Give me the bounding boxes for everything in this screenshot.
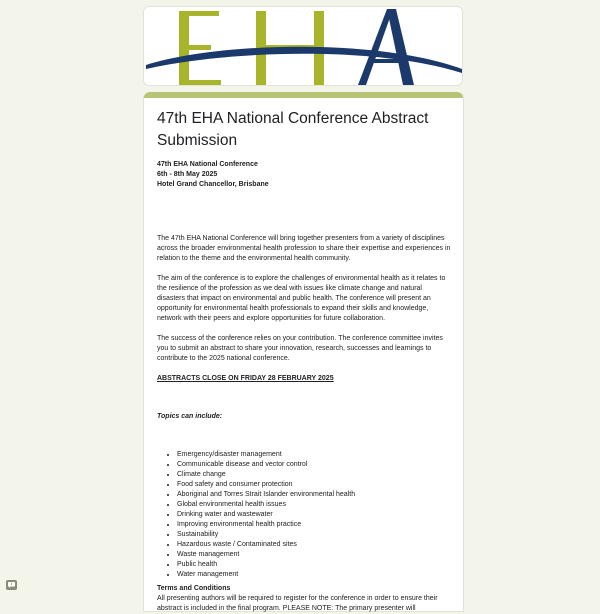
header-banner [143, 6, 463, 86]
form-title: 47th EHA National Conference Abstract Submission [157, 110, 429, 149]
list-item: • Aboriginal and Torres Strait Islander environmental health [177, 490, 451, 500]
topics-list [157, 450, 451, 580]
list-item: • Sustainability [177, 530, 451, 540]
list-item: • Improving environmental health practice [177, 520, 451, 530]
feedback-button[interactable] [6, 580, 17, 590]
feedback-icon [8, 582, 15, 588]
abstracts-close-note: ABSTRACTS CLOSE ON FRIDAY 28 FEBRUARY 2025 [157, 375, 334, 382]
list-item: • Emergency/disaster management [177, 450, 451, 460]
intro-paragraph: The 47th EHA National Conference will bring together presenters from a variety of disciplines across the broader environmental health profession to share their expertise and experiences in relation to the theme and the environmental health community. [157, 235, 451, 262]
list-item: • Public health [177, 560, 451, 570]
list-item: • Global environmental health issues [177, 500, 451, 510]
topics-label: Topics can include: [157, 413, 223, 420]
terms-heading: Terms and Conditions [157, 585, 231, 592]
event-dates: 6th - 8th May 2025 [157, 171, 218, 178]
event-name: 47th EHA National Conference [157, 161, 258, 168]
list-item: • Food safety and consumer protection [177, 480, 451, 490]
list-item: • Climate change [177, 470, 451, 480]
list-item: • Communicable disease and vector control [177, 460, 451, 470]
eha-logo [144, 7, 464, 87]
event-venue: Hotel Grand Chancellor, Brisbane [157, 181, 269, 188]
success-paragraph: The success of the conference relies on your contribution. The conference committee invites you to submit an abstract to share your innovation, research, successes and learnings to contribute to the 2025 national conference. [157, 335, 443, 362]
list-item: • Hazardous waste / Contaminated sites [177, 540, 451, 550]
list-item: • Water management [177, 570, 451, 580]
event-details [157, 160, 451, 190]
terms-body: All presenting authors will be required to register for the conference in order to ensure their abstract is included in the final program. PLEASE NOTE: The primary presenter will [157, 595, 438, 612]
list-item: • Waste management [177, 550, 451, 560]
list-item: • Drinking water and wastewater [177, 510, 451, 520]
aim-paragraph: The aim of the conference is to explore the challenges of environmental health as it relates to the resilience of the profession as we deal with issues like climate change and natural disasters that impact on environmental and public health. The conference will present an opportunity for environmental health professionals to expand their skills and knowledge, network with their peers and explore opportunities for future collaboration. [157, 275, 446, 322]
form-description-card [143, 92, 464, 612]
